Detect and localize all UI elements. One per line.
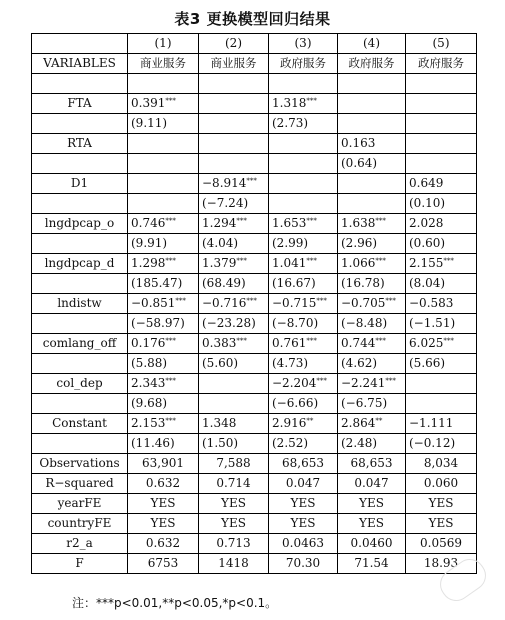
stat-value: 0.047 [269, 474, 338, 494]
stat-value: 7,588 [199, 454, 269, 474]
coefficient-value: 0.761 [272, 336, 307, 350]
coefficient-row [32, 134, 477, 154]
coefficient-row [32, 174, 477, 194]
tstat-row [32, 274, 477, 294]
table-title: 表3 更换模型回归结果 [174, 10, 331, 28]
coefficient-value: 2.343 [131, 376, 166, 390]
significance-stars: *** [443, 337, 454, 345]
stat-value: YES [406, 514, 477, 534]
stat-row [32, 534, 477, 554]
tstat-row [32, 354, 477, 374]
significance-stars: *** [236, 257, 247, 265]
coefficient-value: 0.383 [202, 336, 237, 350]
tstat-cell: (−0.12) [406, 434, 477, 454]
variable-label: lndistw [32, 294, 128, 314]
column-name: 政府服务 [338, 54, 406, 74]
coefficient-cell [199, 214, 269, 234]
tstat-cell: (2.96) [338, 234, 406, 254]
tstat-cell: (185.47) [128, 274, 199, 294]
significance-stars: *** [385, 377, 396, 385]
tstat-cell: (0.64) [338, 154, 406, 174]
column-number: (4) [338, 34, 406, 54]
coefficient-value: 1.638 [341, 216, 376, 230]
coefficient-cell [199, 294, 269, 314]
tstat-cell: (2.48) [338, 434, 406, 454]
coefficient-cell [269, 414, 338, 434]
coefficient-value: −8.914 [202, 176, 247, 190]
tstat-cell: (−23.28) [199, 314, 269, 334]
significance-stars: *** [246, 177, 257, 185]
column-name: 商业服务 [199, 54, 269, 74]
coefficient-value: 2.864 [341, 416, 376, 430]
stat-value: YES [338, 494, 406, 514]
coefficient-value: 1.348 [202, 416, 237, 430]
significance-stars: *** [316, 377, 327, 385]
tstat-cell: (2.52) [269, 434, 338, 454]
tstat-cell [406, 154, 477, 174]
coefficient-value: 1.041 [272, 256, 307, 270]
column-number: (1) [128, 34, 199, 54]
coefficient-cell [128, 254, 199, 274]
coefficient-cell [128, 134, 199, 154]
coefficient-row [32, 94, 477, 114]
empty-label-cell [32, 234, 128, 254]
stat-value: YES [338, 514, 406, 534]
variables-header: VARIABLES [32, 54, 128, 74]
coefficient-value: 2.153 [131, 416, 166, 430]
tstat-cell: (−6.75) [338, 394, 406, 414]
coefficient-value: 1.379 [202, 256, 237, 270]
empty-label-cell [32, 274, 128, 294]
tstat-row [32, 154, 477, 174]
tstat-row [32, 194, 477, 214]
empty-label-cell [32, 314, 128, 334]
tstat-cell: (0.10) [406, 194, 477, 214]
stat-value: 63,901 [128, 454, 199, 474]
stat-row [32, 554, 477, 574]
stat-value: YES [128, 514, 199, 534]
tstat-cell [199, 154, 269, 174]
tstat-cell [199, 114, 269, 134]
stat-value: YES [199, 514, 269, 534]
tstat-row [32, 114, 477, 134]
stat-value: YES [269, 494, 338, 514]
coefficient-value: −2.204 [272, 376, 317, 390]
stat-value: YES [199, 494, 269, 514]
coefficient-value: 6.025 [409, 336, 444, 350]
coefficient-value: −2.241 [341, 376, 386, 390]
coefficient-cell [338, 294, 406, 314]
column-name: 政府服务 [269, 54, 338, 74]
stat-row [32, 454, 477, 474]
coefficient-cell [128, 214, 199, 234]
tstat-row [32, 234, 477, 254]
stat-label: Observations [32, 454, 128, 474]
stat-value: 0.0463 [269, 534, 338, 554]
stat-value: 0.714 [199, 474, 269, 494]
coefficient-cell [406, 214, 477, 234]
tstat-cell: (9.68) [128, 394, 199, 414]
tstat-cell: (9.91) [128, 234, 199, 254]
coefficient-value: −0.851 [131, 296, 176, 310]
significance-stars: *** [443, 257, 454, 265]
significance-stars: *** [316, 297, 327, 305]
significance-stars: ** [306, 417, 314, 425]
tstat-cell: (−1.51) [406, 314, 477, 334]
coefficient-cell [269, 174, 338, 194]
coefficient-cell [128, 174, 199, 194]
stat-label: R−squared [32, 474, 128, 494]
stat-value: YES [128, 494, 199, 514]
header-row-numbers [32, 34, 477, 54]
tstat-cell: (2.73) [269, 114, 338, 134]
tstat-row [32, 434, 477, 454]
column-number: (2) [199, 34, 269, 54]
tstat-cell: (5.60) [199, 354, 269, 374]
variable-label: D1 [32, 174, 128, 194]
significance-stars: *** [165, 257, 176, 265]
stat-value: YES [406, 494, 477, 514]
coefficient-cell [128, 374, 199, 394]
stat-row [32, 474, 477, 494]
tstat-cell: (4.73) [269, 354, 338, 374]
significance-stars: *** [165, 97, 176, 105]
spacer-row [32, 74, 477, 94]
coefficient-cell [338, 214, 406, 234]
table-note: 注：***p<0.01,**p<0.05,*p<0.1。 [72, 596, 278, 610]
coefficient-value: 2.028 [409, 216, 444, 230]
tstat-cell: (−8.48) [338, 314, 406, 334]
significance-stars: *** [375, 337, 386, 345]
coefficient-row [32, 374, 477, 394]
coefficient-cell [269, 134, 338, 154]
significance-stars: *** [165, 337, 176, 345]
coefficient-row [32, 414, 477, 434]
column-number: (3) [269, 34, 338, 54]
header-blank-cell [32, 34, 128, 54]
regression-table-body [32, 34, 477, 574]
coefficient-value: 0.744 [341, 336, 376, 350]
coefficient-cell [406, 294, 477, 314]
tstat-cell [269, 194, 338, 214]
variable-label: lngdpcap_o [32, 214, 128, 234]
coefficient-cell [199, 414, 269, 434]
coefficient-value: 2.155 [409, 256, 444, 270]
coefficient-cell [406, 414, 477, 434]
stat-value: 8,034 [406, 454, 477, 474]
stat-label: countryFE [32, 514, 128, 534]
coefficient-cell [406, 334, 477, 354]
coefficient-value: −0.716 [202, 296, 247, 310]
coefficient-cell [338, 134, 406, 154]
stat-value: 0.0460 [338, 534, 406, 554]
tstat-cell [199, 394, 269, 414]
stat-value: 68,653 [269, 454, 338, 474]
coefficient-cell [406, 374, 477, 394]
empty-label-cell [32, 154, 128, 174]
tstat-cell: (−58.97) [128, 314, 199, 334]
stat-value: 0.713 [199, 534, 269, 554]
coefficient-value: 0.176 [131, 336, 166, 350]
variable-label: col_dep [32, 374, 128, 394]
stat-value: 71.54 [338, 554, 406, 574]
tstat-cell: (8.04) [406, 274, 477, 294]
tstat-cell [406, 114, 477, 134]
coefficient-cell [406, 174, 477, 194]
coefficient-cell [338, 174, 406, 194]
coefficient-cell [269, 334, 338, 354]
stat-row [32, 514, 477, 534]
tstat-cell: (5.88) [128, 354, 199, 374]
tstat-cell: (−7.24) [199, 194, 269, 214]
coefficient-value: 1.294 [202, 216, 237, 230]
significance-stars: *** [175, 297, 186, 305]
coefficient-row [32, 214, 477, 234]
variable-label: comlang_off [32, 334, 128, 354]
column-name: 政府服务 [406, 54, 477, 74]
coefficient-cell [338, 374, 406, 394]
stat-value: 0.060 [406, 474, 477, 494]
stat-label: r2_a [32, 534, 128, 554]
coefficient-cell [338, 414, 406, 434]
coefficient-cell [199, 94, 269, 114]
tstat-cell [406, 394, 477, 414]
empty-cell [269, 74, 338, 94]
significance-stars: *** [246, 297, 257, 305]
significance-stars: *** [236, 337, 247, 345]
significance-stars: *** [306, 257, 317, 265]
stat-value: 0.0569 [406, 534, 477, 554]
stat-value: 68,653 [338, 454, 406, 474]
stat-value: 1418 [199, 554, 269, 574]
tstat-cell: (5.66) [406, 354, 477, 374]
empty-label-cell [32, 354, 128, 374]
tstat-cell: (68.49) [199, 274, 269, 294]
coefficient-value: 1.298 [131, 256, 166, 270]
coefficient-cell [128, 94, 199, 114]
stat-label: F [32, 554, 128, 574]
tstat-cell: (0.60) [406, 234, 477, 254]
tstat-row [32, 394, 477, 414]
coefficient-cell [338, 94, 406, 114]
tstat-cell: (−6.66) [269, 394, 338, 414]
coefficient-cell [199, 174, 269, 194]
stat-value: 18.93 [406, 554, 477, 574]
tstat-cell [338, 194, 406, 214]
empty-cell [406, 74, 477, 94]
tstat-cell: (9.11) [128, 114, 199, 134]
coefficient-cell [199, 134, 269, 154]
coefficient-cell [128, 294, 199, 314]
coefficient-cell [269, 374, 338, 394]
empty-cell [338, 74, 406, 94]
tstat-row [32, 314, 477, 334]
coefficient-cell [338, 254, 406, 274]
coefficient-cell [199, 374, 269, 394]
variable-label: FTA [32, 94, 128, 114]
tstat-cell: (4.62) [338, 354, 406, 374]
tstat-cell [338, 114, 406, 134]
coefficient-cell [199, 254, 269, 274]
coefficient-value: 0.649 [409, 176, 444, 190]
significance-stars: *** [165, 217, 176, 225]
coefficient-value: −0.715 [272, 296, 317, 310]
stat-value: 0.632 [128, 534, 199, 554]
tstat-cell: (16.67) [269, 274, 338, 294]
header-row-names [32, 54, 477, 74]
tstat-cell: (2.99) [269, 234, 338, 254]
stat-value: 0.632 [128, 474, 199, 494]
tstat-cell [128, 194, 199, 214]
coefficient-cell [269, 214, 338, 234]
coefficient-value: 1.066 [341, 256, 376, 270]
coefficient-cell [269, 94, 338, 114]
tstat-cell: (16.78) [338, 274, 406, 294]
coefficient-row [32, 254, 477, 274]
coefficient-cell [128, 334, 199, 354]
coefficient-value: 0.746 [131, 216, 166, 230]
coefficient-value: 1.318 [272, 96, 307, 110]
coefficient-value: 1.653 [272, 216, 307, 230]
significance-stars: *** [306, 217, 317, 225]
empty-label-cell [32, 114, 128, 134]
stat-value: 0.047 [338, 474, 406, 494]
coefficient-cell [338, 334, 406, 354]
column-name: 商业服务 [128, 54, 199, 74]
variable-label: lngdpcap_d [32, 254, 128, 274]
empty-cell [32, 74, 128, 94]
coefficient-value: 2.916 [272, 416, 307, 430]
empty-label-cell [32, 394, 128, 414]
empty-cell [128, 74, 199, 94]
coefficient-cell [406, 254, 477, 274]
empty-label-cell [32, 434, 128, 454]
coefficient-cell [199, 334, 269, 354]
significance-stars: *** [375, 217, 386, 225]
stat-label: yearFE [32, 494, 128, 514]
coefficient-cell [128, 414, 199, 434]
significance-stars: *** [375, 257, 386, 265]
tstat-cell [269, 154, 338, 174]
coefficient-cell [269, 294, 338, 314]
coefficient-value: −1.111 [409, 416, 454, 430]
empty-label-cell [32, 194, 128, 214]
significance-stars: *** [165, 417, 176, 425]
tstat-cell: (1.50) [199, 434, 269, 454]
coefficient-cell [406, 94, 477, 114]
tstat-cell: (11.46) [128, 434, 199, 454]
coefficient-row [32, 294, 477, 314]
coefficient-cell [406, 134, 477, 154]
variable-label: Constant [32, 414, 128, 434]
tstat-cell: (4.04) [199, 234, 269, 254]
stat-value: YES [269, 514, 338, 534]
significance-stars: *** [385, 297, 396, 305]
coefficient-value: 0.391 [131, 96, 166, 110]
coefficient-value: −0.583 [409, 296, 454, 310]
tstat-cell [128, 154, 199, 174]
significance-stars: *** [306, 97, 317, 105]
significance-stars: ** [375, 417, 383, 425]
regression-table [31, 33, 477, 574]
coefficient-row [32, 334, 477, 354]
coefficient-value: −0.705 [341, 296, 386, 310]
tstat-cell: (−8.70) [269, 314, 338, 334]
significance-stars: *** [306, 337, 317, 345]
column-number: (5) [406, 34, 477, 54]
significance-stars: *** [165, 377, 176, 385]
empty-cell [199, 74, 269, 94]
stat-value: 70.30 [269, 554, 338, 574]
coefficient-value: 0.163 [341, 136, 376, 150]
stat-row [32, 494, 477, 514]
significance-stars: *** [236, 217, 247, 225]
variable-label: RTA [32, 134, 128, 154]
coefficient-cell [269, 254, 338, 274]
stat-value: 6753 [128, 554, 199, 574]
